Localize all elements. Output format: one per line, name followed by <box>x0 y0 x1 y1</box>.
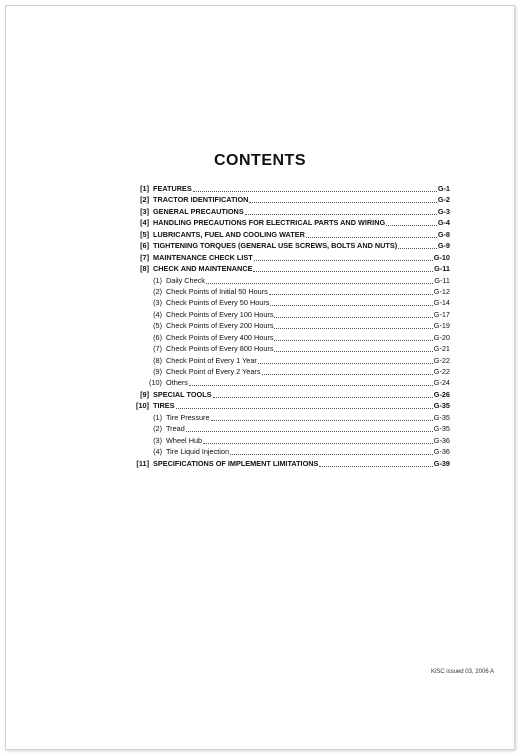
dot-leader <box>206 275 433 284</box>
toc-entry-page: G-19 <box>433 321 450 331</box>
toc-entry[interactable] <box>128 275 450 286</box>
dot-leader <box>274 332 432 341</box>
toc-entry-label: LUBRICANTS, FUEL AND COOLING WATER <box>153 229 305 239</box>
toc-entry[interactable] <box>128 252 450 263</box>
toc-entry-number: (4) <box>153 309 162 319</box>
toc-entry-number: [9] <box>140 389 149 399</box>
toc-entry[interactable] <box>128 400 450 411</box>
toc-entry-label: Others <box>166 378 188 388</box>
toc-entry-page: G-35 <box>433 424 450 434</box>
toc-entry-label: Tire Pressure <box>166 412 210 422</box>
dot-leader <box>258 355 433 364</box>
toc-entry-label: CHECK AND MAINTENANCE <box>153 264 253 274</box>
toc-entry-label: Tread <box>166 424 185 434</box>
toc-entry-page: G-35 <box>433 412 450 422</box>
toc-entry-number: (10) <box>149 378 162 388</box>
toc-entry-number: [10] <box>136 401 149 411</box>
toc-entry-page: G-11 <box>434 275 450 285</box>
dot-leader <box>398 240 437 249</box>
toc-entry[interactable] <box>128 435 450 446</box>
toc-entry-page: G-11 <box>434 264 450 274</box>
toc-entry-page: G-22 <box>433 355 450 365</box>
toc-entry-page: G-14 <box>433 298 450 308</box>
dot-leader <box>213 389 433 398</box>
toc-entry[interactable] <box>128 309 450 320</box>
dot-leader <box>306 229 437 238</box>
toc-entry-number: (6) <box>153 332 162 342</box>
toc-entry-label: GENERAL PRECAUTIONS <box>153 206 244 216</box>
toc-entry-page: G-9 <box>437 241 450 251</box>
toc-entry-label: MAINTENANCE CHECK LIST <box>153 252 253 262</box>
toc-entry-number: [8] <box>140 264 149 274</box>
toc-entry-page: G-36 <box>433 447 450 457</box>
toc-entry-label: FEATURES <box>153 184 192 193</box>
toc-entry-label: Check Point of Every 1 Year <box>166 355 257 365</box>
dot-leader <box>211 412 433 421</box>
toc-entry[interactable] <box>128 423 450 434</box>
toc-entry[interactable] <box>128 217 450 228</box>
toc-entry-number: [4] <box>140 218 149 228</box>
toc-entry-number: (5) <box>153 321 162 331</box>
toc-entry-number: (8) <box>153 355 162 365</box>
page-title: CONTENTS <box>214 152 306 169</box>
toc-entry[interactable] <box>128 194 450 205</box>
dot-leader <box>193 183 437 192</box>
dot-leader <box>189 377 433 386</box>
toc-entry[interactable] <box>128 412 450 423</box>
toc-entry-number: (9) <box>153 367 162 376</box>
toc-entry-label: HANDLING PRECAUTIONS FOR ELECTRICAL PARTS AND WIRING <box>153 218 386 228</box>
dot-leader <box>176 400 433 409</box>
toc-entry-number: [6] <box>140 241 149 251</box>
toc-entry[interactable] <box>128 332 450 343</box>
toc-entry-number: [2] <box>140 195 149 205</box>
dot-leader <box>270 297 432 306</box>
toc-entry-label: Check Point of Every 2 Years <box>166 367 261 376</box>
toc-entry-number: [11] <box>136 458 149 468</box>
toc-entry[interactable] <box>128 297 450 308</box>
toc-entry-label: Check Points of Every 200 Hours <box>166 321 274 331</box>
toc-entry[interactable] <box>128 183 450 194</box>
dot-leader <box>262 366 433 375</box>
toc-entry-number: [7] <box>140 252 149 262</box>
toc-entry-page: G-24 <box>433 378 450 388</box>
toc-entry[interactable] <box>128 389 450 400</box>
dot-leader <box>274 320 432 329</box>
toc-entry[interactable] <box>128 286 450 297</box>
toc-entry-number: [5] <box>140 229 149 239</box>
document-page <box>5 5 515 750</box>
toc-entry[interactable] <box>128 206 450 217</box>
toc-entry-number: (1) <box>153 412 162 422</box>
table-of-contents <box>128 183 450 469</box>
toc-entry-page: G-39 <box>433 458 450 468</box>
toc-entry-label: Daily Check <box>166 275 205 285</box>
toc-entry-page: G-21 <box>433 344 450 354</box>
toc-entry-page: G-26 <box>433 389 450 399</box>
toc-entry-number: (3) <box>153 298 162 308</box>
toc-entry-label: Check Points of Every 800 Hours <box>166 344 274 354</box>
toc-entry-number: (7) <box>153 344 162 354</box>
toc-entry-page: G-3 <box>437 206 450 216</box>
toc-entry[interactable] <box>128 229 450 240</box>
toc-entry-number: (4) <box>153 447 162 457</box>
toc-entry-page: G-10 <box>433 252 450 262</box>
toc-entry-page: G-12 <box>433 286 450 296</box>
toc-entry-number: (2) <box>153 286 162 296</box>
toc-entry-page: G-2 <box>437 195 450 205</box>
toc-entry-label: SPECIAL TOOLS <box>153 389 212 399</box>
toc-entry[interactable] <box>128 458 450 469</box>
dot-leader <box>253 263 433 272</box>
toc-entry-number: (1) <box>153 275 162 285</box>
toc-entry[interactable] <box>128 366 450 377</box>
toc-entry-label: Check Points of Every 400 Hours <box>166 332 274 342</box>
toc-entry-number: (3) <box>153 435 162 445</box>
dot-leader <box>274 343 432 352</box>
toc-entry-page: G-36 <box>433 435 450 445</box>
toc-entry-page: G-8 <box>437 229 450 239</box>
toc-entry-page: G-22 <box>433 367 450 376</box>
dot-leader <box>254 252 433 261</box>
issue-footer: KiSC issued 03, 2006 A <box>430 669 494 675</box>
toc-entry[interactable] <box>128 355 450 366</box>
dot-leader <box>203 435 433 444</box>
toc-entry-number: [3] <box>140 206 149 216</box>
toc-entry[interactable] <box>128 263 450 274</box>
toc-entry-label: Check Points of Every 100 Hours <box>166 309 274 319</box>
toc-entry-page: G-35 <box>433 401 450 411</box>
dot-leader <box>230 446 433 455</box>
toc-entry-label: TIRES <box>153 401 175 411</box>
dot-leader <box>245 206 437 215</box>
toc-entry[interactable] <box>128 320 450 331</box>
toc-entry-number: [1] <box>140 184 149 193</box>
toc-entry-label: Check Points of Initial 50 Hours <box>166 286 268 296</box>
toc-entry-label: Wheel Hub <box>166 435 203 445</box>
dot-leader <box>249 194 436 203</box>
dot-leader <box>274 309 432 318</box>
toc-entry-page: G-4 <box>437 218 450 228</box>
dot-leader <box>319 458 432 467</box>
toc-entry-label: SPECIFICATIONS OF IMPLEMENT LIMITATIONS <box>153 458 319 468</box>
toc-entry-label: TRACTOR IDENTIFICATION <box>153 195 249 205</box>
toc-entry[interactable] <box>128 240 450 251</box>
dot-leader <box>269 286 433 295</box>
toc-entry[interactable] <box>128 377 450 388</box>
toc-entry-label: TIGHTENING TORQUES (GENERAL USE SCREWS, BOLTS AND NUTS) <box>153 241 398 251</box>
toc-entry-page: G-1 <box>437 184 450 193</box>
toc-entry-label: Check Points of Every 50 Hours <box>166 298 270 308</box>
toc-entry[interactable] <box>128 446 450 457</box>
toc-entry-number: (2) <box>153 424 162 434</box>
toc-entry-page: G-20 <box>433 332 450 342</box>
dot-leader <box>386 217 437 226</box>
toc-entry-label: Tire Liquid Injection <box>166 447 230 457</box>
toc-entry[interactable] <box>128 343 450 354</box>
dot-leader <box>186 423 433 432</box>
toc-entry-page: G-17 <box>433 309 450 319</box>
